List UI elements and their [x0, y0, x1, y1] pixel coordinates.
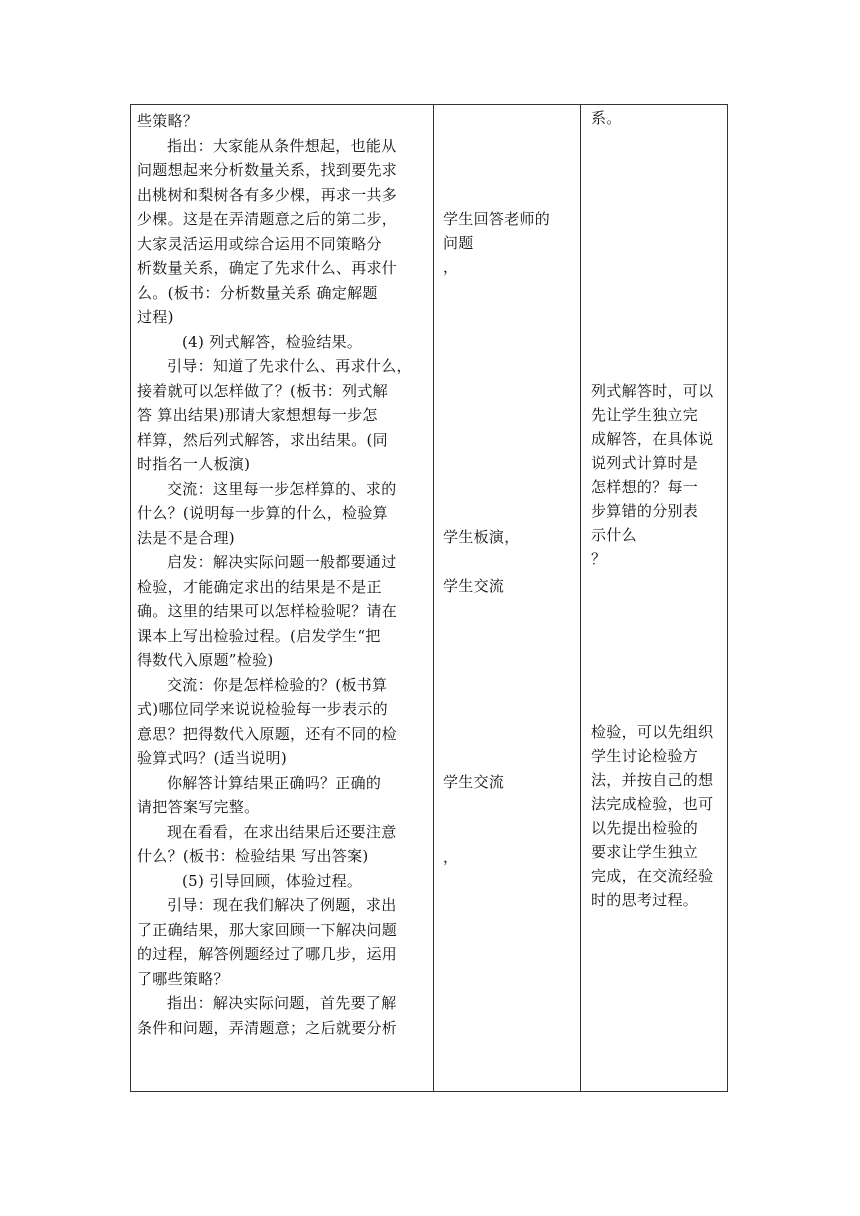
text-line: 学生交流	[443, 577, 505, 595]
text-line: 引导：现在我们解决了例题，求出	[167, 896, 397, 914]
text-line: 交流：你是怎样检验的？(板书算	[167, 675, 388, 694]
text-line: 要求让学生独立	[591, 843, 699, 861]
text-line: 学生板演，	[443, 528, 520, 546]
text-line: 怎样想的？每一	[591, 478, 699, 496]
lesson-plan-table	[130, 104, 728, 1092]
text-line: 学生讨论检验方	[591, 747, 699, 765]
text-line: 先让学生独立完	[591, 406, 699, 424]
text-line: 法，并按自己的想	[591, 771, 714, 789]
text-line: 法是不是合理)	[137, 528, 235, 547]
text-line: 学生交流	[443, 773, 505, 791]
text-line: 启发：解决实际问题一般都要通过	[167, 553, 397, 571]
teacher-activity-column	[131, 105, 433, 1091]
design-notes-column	[581, 105, 729, 1091]
text-line: 步算错的分别表	[591, 502, 699, 520]
text-line: 法完成检验，也可	[591, 795, 714, 813]
text-line: 系。	[591, 109, 622, 127]
text-line: 引导：知道了先求什么、再求什么，	[167, 357, 412, 375]
text-line: 大家灵活运用或综合运用不同策略分	[137, 234, 382, 253]
text-line: 学生回答老师的	[443, 210, 551, 228]
text-line: 条件和问题，弄清题意；之后就要分析	[137, 1018, 398, 1037]
section-heading: (5) 引导回顾，体验过程。	[182, 871, 363, 890]
text-line: 接着就可以怎样做了？(板书：列式解	[137, 381, 388, 400]
text-line: 了哪些策略？	[137, 969, 229, 988]
text-line: 现在看看，在求出结果后还要注意	[167, 822, 397, 841]
text-line: 指出：解决实际问题，首先要了解	[167, 994, 397, 1012]
text-line: 意思？把得数代入原题，还有不同的检	[137, 724, 398, 743]
text-line: 时指名一人板演)	[137, 455, 251, 473]
text-line: 些策略？	[137, 112, 199, 130]
text-line: 得数代入原题”检验)	[137, 651, 274, 669]
text-line: 说列式计算时是	[591, 454, 699, 472]
text-line: 式)哪位同学来说说检验每一步表示的	[137, 700, 388, 718]
text-line: 么。(板书：分析数量关系 确定解题	[137, 283, 378, 302]
text-line: 出桃树和梨树各有多少棵，再求一共多	[137, 185, 398, 204]
text-line: 检验，可以先组织	[591, 723, 714, 741]
text-line: 以先提出检验的	[591, 819, 699, 837]
text-line: 过程)	[137, 308, 174, 326]
text-line: 验算式吗？(适当说明)	[137, 749, 288, 767]
text-line: 交流：这里每一步怎样算的、求的	[167, 479, 397, 498]
text-line: 少棵。这是在弄清题意之后的第二步，	[137, 210, 398, 228]
text-line: 确。这里的结果可以怎样检验呢？请在	[137, 602, 398, 620]
text-line: ，	[443, 848, 459, 866]
text-line: 指出：大家能从条件想起，也能从	[167, 136, 397, 155]
text-line: 列式解答时，可以	[591, 382, 714, 400]
text-line: 检验，才能确定求出的结果是不是正	[137, 577, 382, 596]
text-line: 了正确结果，那大家回顾一下解决问题	[137, 920, 398, 939]
text-line: 样算，然后列式解答，求出结果。(同	[137, 430, 388, 449]
text-line: ？	[591, 550, 607, 568]
text-line: 示什么	[591, 526, 637, 544]
text-line: 答 算出结果)那请大家想想每一步怎	[137, 406, 378, 424]
text-line: 你解答计算结果正确吗？正确的	[167, 773, 382, 792]
text-line: 什么？(说明每一步算的什么，检验算	[137, 504, 388, 522]
text-line: 完成，在交流经验	[591, 867, 714, 885]
student-activity-column	[434, 105, 580, 1091]
text-line: 问题	[443, 234, 474, 252]
text-line: 问题想起来分析数量关系，找到要先求	[137, 161, 398, 179]
section-heading: (4) 列式解答，检验结果。	[182, 332, 363, 351]
text-line: 课本上写出检验过程。(启发学生“把	[137, 626, 381, 645]
text-line: 什么？(板书：检验结果 写出答案)	[137, 847, 369, 865]
text-line: 析数量关系，确定了先求什么、再求什	[137, 259, 398, 277]
text-line: 请把答案写完整。	[137, 798, 260, 816]
text-line: 的过程，解答例题经过了哪几步，运用	[137, 945, 398, 963]
text-line: ，	[443, 258, 459, 276]
text-line: 时的思考过程。	[591, 891, 699, 909]
text-line: 成解答，在具体说	[591, 430, 714, 448]
